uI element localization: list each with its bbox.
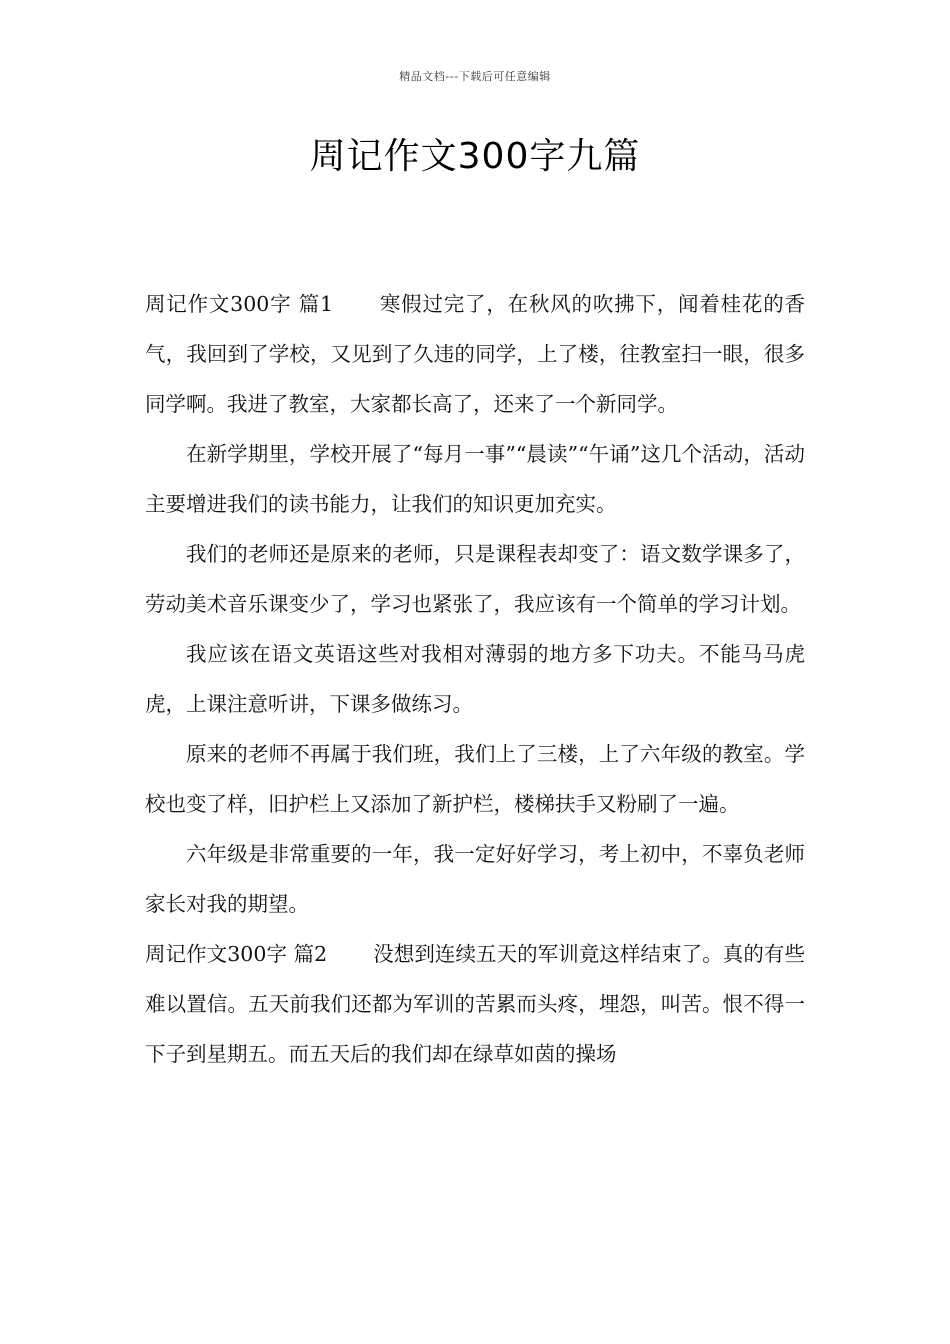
document-title: 周记作文300字九篇 xyxy=(309,136,641,177)
section-2-opening xyxy=(145,929,805,1079)
section-1-paragraph: 在新学期里，学校开展了“每月一事”“晨读”“午诵”这几个活动，活动主要增进我们的读书能力，让我们的知识更加充实。 xyxy=(145,442,805,516)
section-1-paragraph: 六年级是非常重要的一年，我一定好好学习，考上初中，不辜负老师家长对我的期望。 xyxy=(145,842,805,916)
section-1-opening xyxy=(145,279,805,429)
document-body xyxy=(145,279,805,1079)
section-1-paragraph: 原来的老师不再属于我们班，我们上了三楼，上了六年级的教室。学校也变了样，旧护栏上又添加了新护栏，楼梯扶手又粉刷了一遍。 xyxy=(145,742,805,816)
section-1-first-text: 寒假过完了，在秋风的吹拂下，闻着桂花的香气，我回到了学校，又见到了久违的同学，上了楼，往教室扫一眼，很多同学啊。我进了教室，大家都长高了，还来了一个新同学。 xyxy=(145,292,805,416)
section-1-paragraph: 我们的老师还是原来的老师，只是课程表却变了：语文数学课多了，劳动美术音乐课变少了，学习也紧张了，我应该有一个简单的学习计划。 xyxy=(145,542,805,616)
section-1-label: 周记作文300字 篇1 xyxy=(145,292,334,316)
section-1-paragraph: 我应该在语文英语这些对我相对薄弱的地方多下功夫。不能马马虎虎，上课注意听讲，下课多做练习。 xyxy=(145,642,805,716)
section-2-first-text: 没想到连续五天的军训竟这样结束了。真的有些难以置信。五天前我们还都为军训的苦累而头疼，埋怨，叫苦。恨不得一下子到星期五。而五天后的我们却在绿草如茵的操场 xyxy=(145,942,805,1066)
section-2-label: 周记作文300字 篇2 xyxy=(145,942,328,966)
header-note: 精品文档---下载后可任意编辑 xyxy=(399,70,551,83)
